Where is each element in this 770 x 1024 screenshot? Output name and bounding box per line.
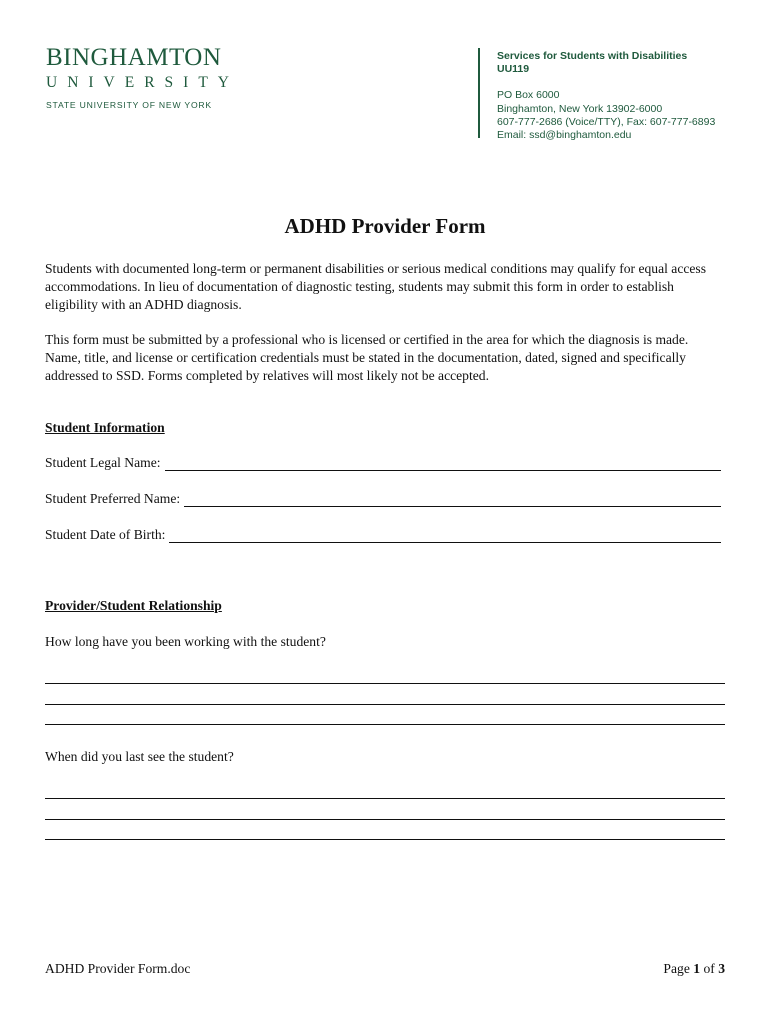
- legal-name-field[interactable]: [45, 455, 721, 471]
- office-name: Services for Students with Disabilities: [497, 50, 688, 62]
- po-box: PO Box 6000: [497, 89, 560, 102]
- question-working-duration: How long have you been working with the student?: [45, 634, 326, 649]
- header-divider: [478, 48, 480, 138]
- intro-paragraph-1: Students with documented long-term or permanent disabilities or serious medical conditions may qualify for equal access accommodations. In lieu of documentation of diagnostic testing, students may submit this form in order to establish eligibility with an ADHD diagnosis.: [45, 261, 707, 312]
- dob-field[interactable]: [45, 527, 721, 543]
- logo-name: BINGHAMTON: [46, 44, 222, 71]
- answer-line[interactable]: [45, 724, 725, 725]
- contact-block: [497, 50, 715, 142]
- question-last-seen: When did you last see the student?: [45, 749, 234, 764]
- phone-fax: 607-777-2686 (Voice/TTY), Fax: 607-777-6893: [497, 115, 716, 128]
- logo-subname: UNIVERSITY: [46, 74, 239, 91]
- preferred-name-line[interactable]: [184, 492, 721, 507]
- student-info-heading: Student Information: [45, 420, 165, 435]
- preferred-name-label: Student Preferred Name:: [45, 491, 181, 506]
- dob-label: Student Date of Birth:: [45, 527, 166, 542]
- answer-line[interactable]: [45, 683, 725, 684]
- email-address: Email: ssd@binghamton.edu: [497, 129, 632, 142]
- city-address: Binghamton, New York 13902-6000: [497, 102, 663, 115]
- university-logo: [46, 46, 239, 110]
- page-total: 3: [718, 961, 725, 976]
- intro-paragraph-2: This form must be submitted by a professional who is licensed or certified in the area for which the diagnosis is made. Name, title, and license or certification credentials must be stated in the documentation, dated, signed and specifically addressed to SSD. Forms completed by relatives will most likely not be accepted.: [45, 332, 689, 383]
- form-title: ADHD Provider Form: [284, 214, 486, 238]
- dob-line[interactable]: [169, 528, 721, 543]
- answer-line[interactable]: [45, 704, 725, 705]
- answer-line[interactable]: [45, 819, 725, 820]
- page-of: of: [703, 961, 715, 976]
- office-room: UU119: [497, 63, 530, 76]
- answer-line[interactable]: [45, 839, 725, 840]
- legal-name-label: Student Legal Name:: [45, 455, 161, 470]
- preferred-name-field[interactable]: [45, 491, 721, 507]
- logo-tagline: STATE UNIVERSITY OF NEW YORK: [46, 100, 212, 110]
- legal-name-line[interactable]: [165, 456, 721, 471]
- answer-line[interactable]: [45, 798, 725, 799]
- footer-filename: ADHD Provider Form.doc: [45, 961, 191, 976]
- relationship-heading: Provider/Student Relationship: [45, 598, 222, 613]
- page-current: 1: [693, 961, 701, 976]
- page-word: Page: [663, 961, 690, 976]
- page-indicator: [663, 961, 725, 977]
